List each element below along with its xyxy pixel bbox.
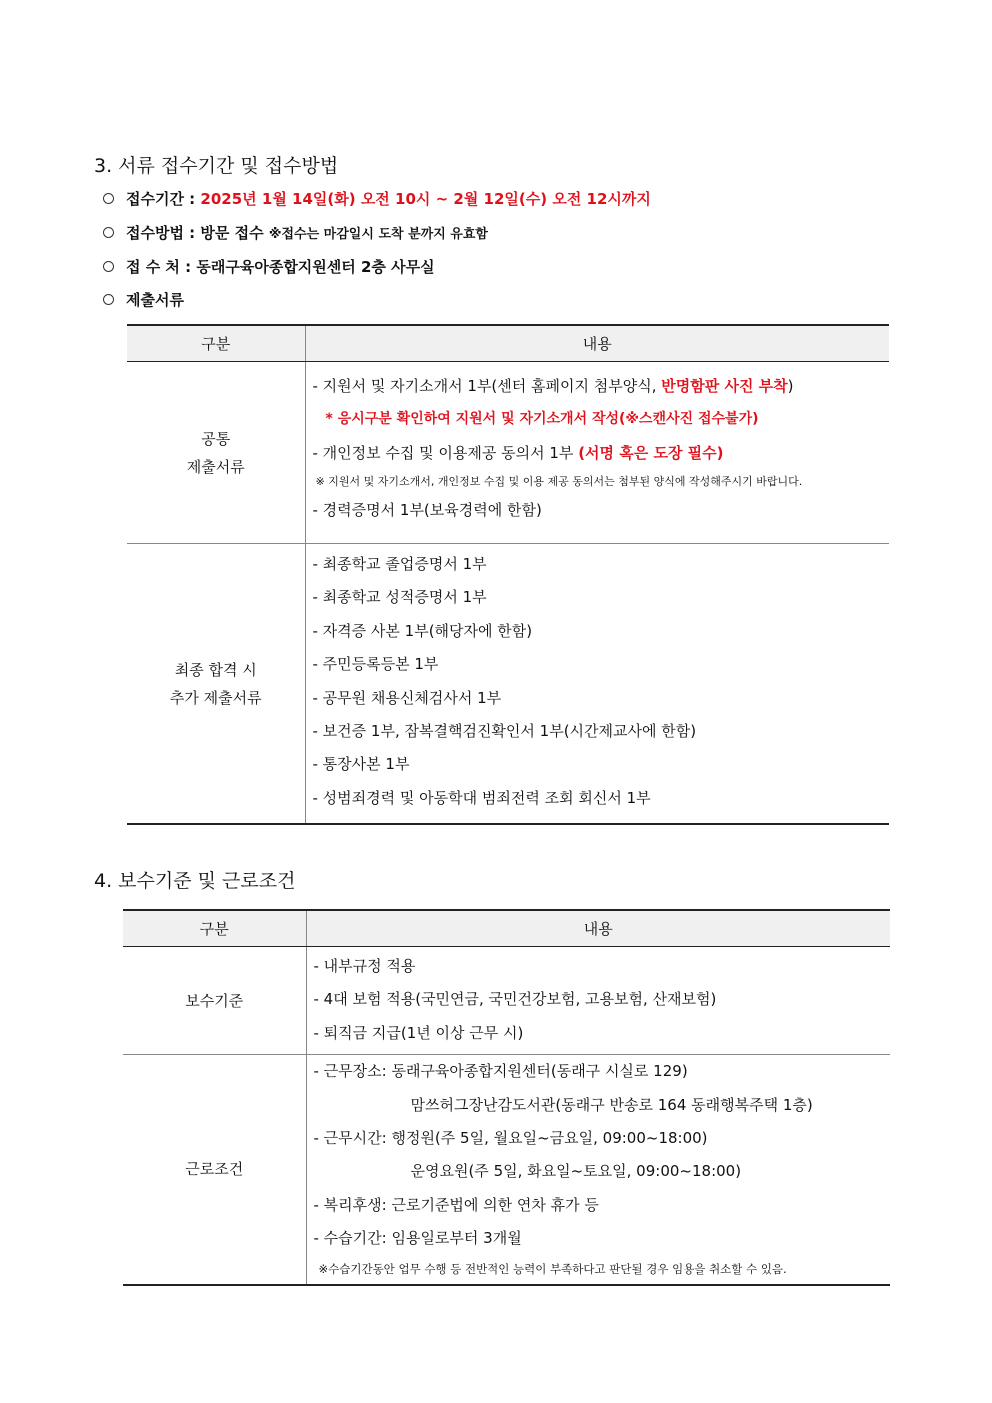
content-line: - 근무장소: 동래구육아종합지원센터(동래구 시실로 129) xyxy=(313,1062,688,1081)
conditions-table xyxy=(123,909,890,1286)
documents-table xyxy=(127,324,889,825)
circle-bullet-icon xyxy=(103,261,114,272)
content-line: - 퇴직금 지급(1년 이상 근무 시) xyxy=(313,1023,524,1042)
documents-item xyxy=(103,289,184,310)
application-method-value: 방문 접수 xyxy=(200,224,264,242)
content-line: - 공무원 채용신체검사서 1부 xyxy=(312,688,502,707)
application-place-value: 동래구육아종합지원센터 2층 사무실 xyxy=(196,258,435,276)
table-row xyxy=(127,362,889,544)
category-cell xyxy=(127,362,305,544)
content-line: - 성범죄경력 및 아동학대 범죄전력 조회 회신서 1부 xyxy=(312,788,651,807)
header-category: 구분 xyxy=(123,910,306,947)
circle-bullet-icon xyxy=(103,193,114,204)
line-text: ) xyxy=(787,377,794,395)
line-text: - 지원서 및 자기소개서 1부(센터 홈페이지 첨부양식, xyxy=(312,377,662,395)
circle-bullet-icon xyxy=(103,227,114,238)
content-line: - 4대 보험 적용(국민연금, 국민건강보험, 고용보험, 산재보험) xyxy=(313,990,717,1009)
content-line xyxy=(306,437,890,470)
application-place-item xyxy=(103,256,435,277)
content-cell xyxy=(305,362,889,544)
photo-required-text: 반명함판 사진 부착 xyxy=(661,377,788,395)
category-cell xyxy=(127,544,305,825)
content-note-line: * 응시구분 확인하여 지원서 및 자기소개서 작성(※스캔사진 접수불가) xyxy=(325,411,759,428)
section4-title: 4. 보수기준 및 근로조건 xyxy=(94,870,296,892)
table-header-row xyxy=(127,325,889,362)
content-cell xyxy=(306,947,890,1055)
category-cell: 근로조건 xyxy=(123,1055,306,1285)
signature-required-text: (서명 혹은 도장 필수) xyxy=(578,443,724,462)
application-period-label: 접수기간 : xyxy=(126,190,196,208)
content-line: - 경력증명서 1부(보육경력에 한함) xyxy=(312,501,542,520)
category-line: 추가 제출서류 xyxy=(169,688,262,707)
documents-label: 제출서류 xyxy=(126,291,184,309)
probation-note: ※수습기간동안 업무 수행 등 전반적인 능력이 부족하다고 판단될 경우 임용을 취소할 수 있음. xyxy=(318,1261,787,1276)
application-period-item xyxy=(103,188,651,209)
application-period-value: 2025년 1월 14일(화) 오전 10시 ~ 2월 12일(수) 오전 12시까지 xyxy=(200,190,651,208)
content-line: - 복리후생: 근로기준법에 의한 연차 휴가 등 xyxy=(313,1195,599,1214)
category-line: 최종 합격 시 xyxy=(174,660,257,679)
content-line xyxy=(306,370,890,403)
content-line: - 근무시간: 행정원(주 5일, 월요일~금요일, 09:00~18:00) xyxy=(313,1128,708,1147)
content-cell xyxy=(306,1055,890,1285)
category-line: 공통 xyxy=(201,429,231,448)
line-text: - 개인정보 수집 및 이용제공 동의서 1부 xyxy=(312,443,579,462)
header-content: 내용 xyxy=(306,910,890,947)
category-cell: 보수기준 xyxy=(123,947,306,1055)
header-category: 구분 xyxy=(127,325,305,362)
application-place-label: 접 수 처 : xyxy=(126,258,192,276)
circle-bullet-icon xyxy=(103,294,114,305)
table-header-row xyxy=(123,910,890,947)
table-row xyxy=(123,947,890,1055)
table-row xyxy=(127,544,889,825)
content-line: 맘쓰허그장난감도서관(동래구 반송로 164 동래행복주택 1층) xyxy=(410,1095,813,1114)
content-line: - 자격증 사본 1부(해당자에 한함) xyxy=(312,621,533,640)
content-line: - 통장사본 1부 xyxy=(312,755,410,774)
content-line: 운영요원(주 5일, 화요일~토요일, 09:00~18:00) xyxy=(410,1162,742,1181)
content-cell xyxy=(305,544,889,825)
content-line: - 최종학교 성적증명서 1부 xyxy=(312,588,487,607)
table-row xyxy=(123,1055,890,1285)
content-line: - 주민등록등본 1부 xyxy=(312,655,439,674)
section3-title: 3. 서류 접수기간 및 접수방법 xyxy=(94,155,339,177)
content-line: - 최종학교 졸업증명서 1부 xyxy=(312,555,487,573)
category-line: 제출서류 xyxy=(186,457,245,476)
content-line: - 수습기간: 임용일로부터 3개월 xyxy=(313,1229,522,1248)
application-method-item xyxy=(103,222,488,243)
application-method-label: 접수방법 : xyxy=(126,224,196,242)
application-method-note: ※접수는 마감일시 도착 분까지 유효함 xyxy=(268,227,488,242)
content-small-note: ※ 지원서 및 자기소개서, 개인정보 수집 및 이용 제공 동의서는 첨부된 양식에 작성해주시기 바랍니다. xyxy=(315,475,803,489)
header-content: 내용 xyxy=(305,325,889,362)
content-line: - 내부규정 적용 xyxy=(313,957,416,975)
content-line: - 보건증 1부, 잠복결핵검진확인서 1부(시간제교사에 한함) xyxy=(312,721,697,740)
